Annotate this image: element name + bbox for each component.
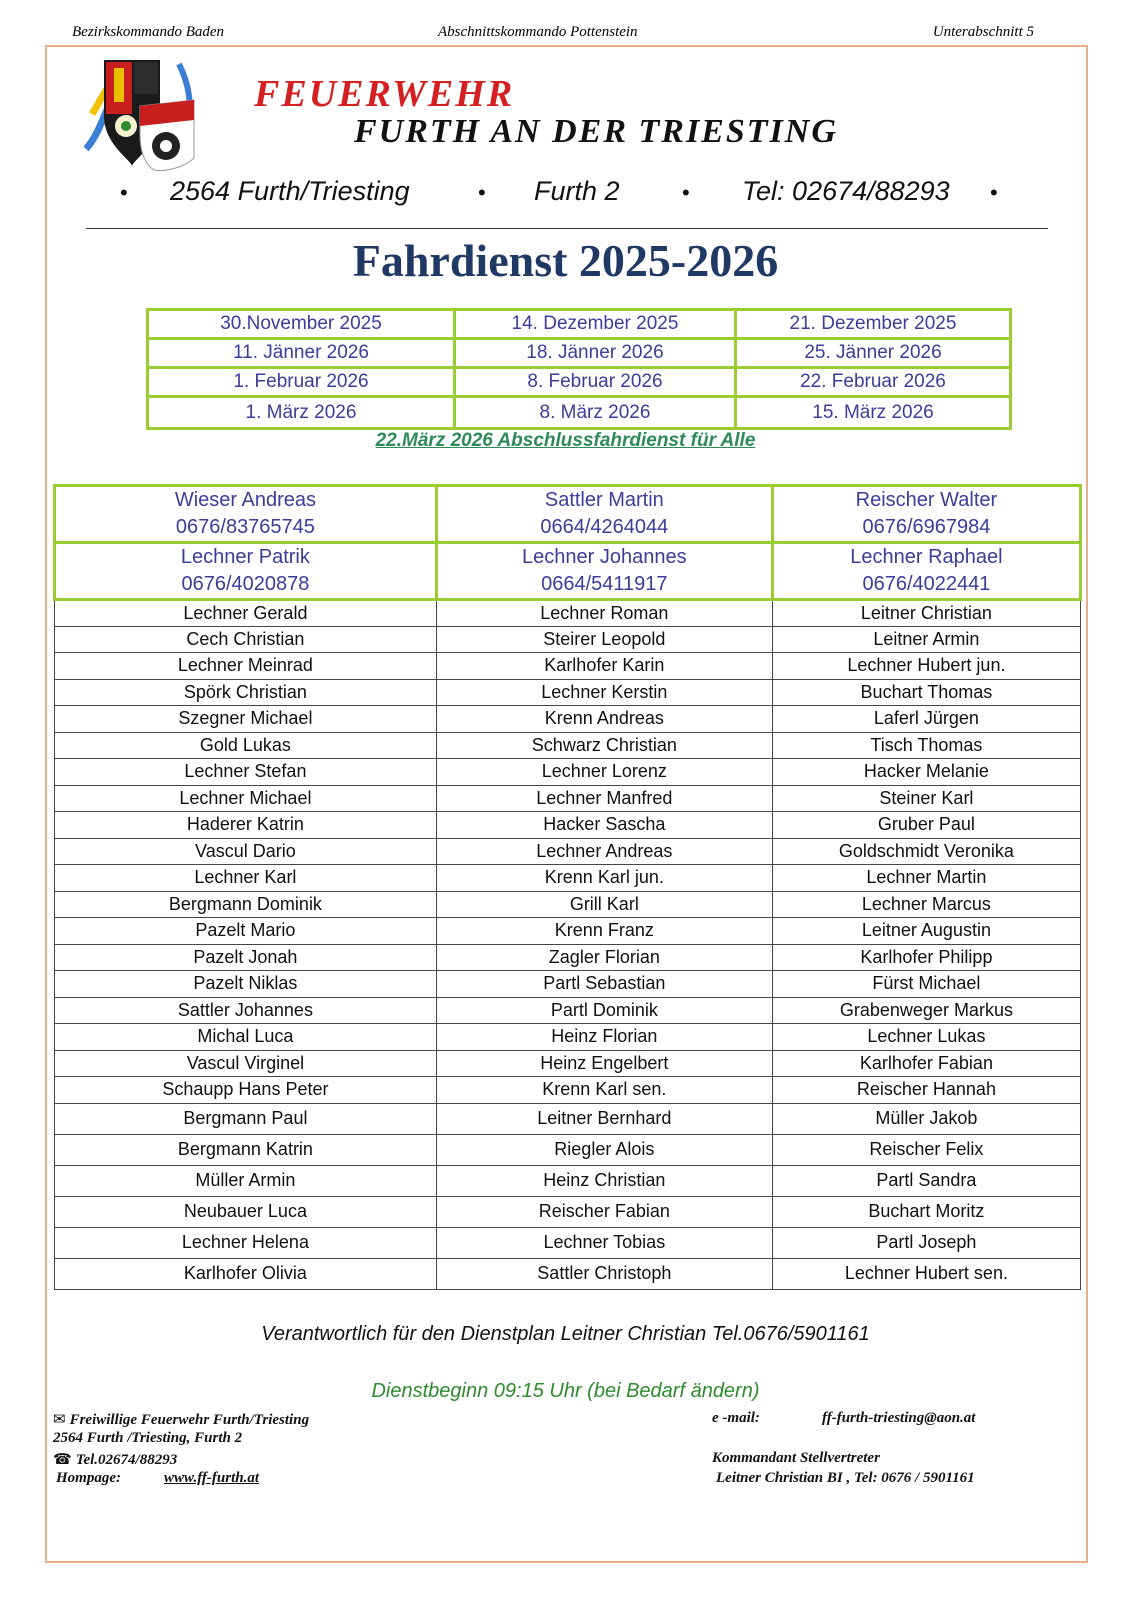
- member-cell: Lechner Helena: [55, 1227, 437, 1258]
- member-cell: Neubauer Luca: [55, 1196, 437, 1227]
- member-cell: Fürst Michael: [772, 971, 1080, 998]
- lead-name: Reischer Walter: [855, 489, 998, 511]
- address: 2564 Furth/Triesting: [170, 176, 410, 206]
- date-cell: 25. Jänner 2026: [735, 339, 1010, 368]
- member-cell: Bergmann Katrin: [55, 1134, 437, 1165]
- member-cell: Karlhofer Fabian: [772, 1050, 1080, 1077]
- fire-brigade-crest-icon: [84, 54, 200, 174]
- member-cell: Buchart Moritz: [772, 1196, 1080, 1227]
- member-cell: Michal Luca: [55, 1024, 437, 1051]
- lead-name: Wieser Andreas: [174, 489, 316, 511]
- member-cell: Schaupp Hans Peter: [55, 1077, 437, 1104]
- date-cell: 30.November 2025: [148, 310, 455, 339]
- email-link[interactable]: ff-furth-triesting@aon.at: [822, 1410, 976, 1426]
- date-cell: 1. März 2026: [148, 397, 455, 429]
- lead-cell: [772, 543, 1080, 600]
- member-cell: Müller Armin: [55, 1165, 437, 1196]
- responsible-note: Verantwortlich für den Dienstplan Leitner Christian Tel.0676/5901161: [261, 1323, 870, 1345]
- member-cell: Steiner Karl: [772, 785, 1080, 812]
- member-cell: Partl Sandra: [772, 1165, 1080, 1196]
- member-cell: Lechner Stefan: [55, 759, 437, 786]
- footer-contact: Leitner Christian BI , Tel: 0676 / 5901161: [716, 1470, 975, 1486]
- date-cell: 14. Dezember 2025: [454, 310, 735, 339]
- lead-row: [55, 486, 1081, 543]
- table-row: [55, 1024, 1081, 1051]
- member-cell: Lechner Kerstin: [436, 679, 772, 706]
- footer-address: 2564 Furth /Triesting, Furth 2: [53, 1430, 243, 1446]
- member-cell: Lechner Michael: [55, 785, 437, 812]
- lead-phone: 0676/4020878: [181, 573, 310, 595]
- lead-cell: [436, 543, 772, 600]
- member-cell: Spörk Christian: [55, 679, 437, 706]
- member-cell: Leitner Christian: [772, 600, 1080, 627]
- member-cell: Karlhofer Karin: [436, 653, 772, 680]
- member-cell: Laferl Jürgen: [772, 706, 1080, 733]
- date-cell: 18. Jänner 2026: [454, 339, 735, 368]
- lead-phone: 0676/4022441: [862, 573, 991, 595]
- member-cell: Pazelt Niklas: [55, 971, 437, 998]
- member-cell: Pazelt Jonah: [55, 944, 437, 971]
- member-cell: Grill Karl: [436, 891, 772, 918]
- table-row: [55, 944, 1081, 971]
- brand-title: FEUERWEHR: [254, 73, 515, 115]
- lead-name: Sattler Martin: [544, 489, 664, 511]
- member-cell: Lechner Hubert sen.: [772, 1258, 1080, 1289]
- footer-org: [53, 1410, 309, 1429]
- page-header: [72, 24, 1034, 44]
- lead-cell: [772, 486, 1080, 543]
- street: Furth 2: [534, 176, 620, 206]
- member-cell: Lechner Karl: [55, 865, 437, 892]
- member-cell: Buchart Thomas: [772, 679, 1080, 706]
- member-cell: Reischer Fabian: [436, 1196, 772, 1227]
- date-cell: 8. März 2026: [454, 397, 735, 429]
- member-cell: Lechner Andreas: [436, 838, 772, 865]
- member-cell: Goldschmidt Veronika: [772, 838, 1080, 865]
- member-cell: Partl Joseph: [772, 1227, 1080, 1258]
- member-cell: Lechner Roman: [436, 600, 772, 627]
- member-cell: Hacker Sascha: [436, 812, 772, 839]
- table-row: [55, 812, 1081, 839]
- member-cell: Lechner Lorenz: [436, 759, 772, 786]
- footer-phone: [53, 1450, 177, 1469]
- lead-name: Lechner Patrik: [180, 546, 310, 568]
- bullet-2: •: [478, 180, 486, 205]
- member-cell: Karlhofer Philipp: [772, 944, 1080, 971]
- date-cell: 1. Februar 2026: [148, 368, 455, 397]
- member-cell: Krenn Karl jun.: [436, 865, 772, 892]
- member-cell: Lechner Manfred: [436, 785, 772, 812]
- bullet-3: •: [682, 180, 690, 205]
- table-row: [55, 1134, 1081, 1165]
- table-row: [55, 679, 1081, 706]
- table-row: [55, 1196, 1081, 1227]
- member-cell: Grabenweger Markus: [772, 997, 1080, 1024]
- member-cell: Leitner Bernhard: [436, 1103, 772, 1134]
- table-row: [55, 653, 1081, 680]
- lead-phone: 0676/6967984: [862, 516, 991, 538]
- member-cell: Vascul Virginel: [55, 1050, 437, 1077]
- table-row: [55, 1077, 1081, 1104]
- member-cell: Gold Lukas: [55, 732, 437, 759]
- table-row: [55, 706, 1081, 733]
- lead-cell: [436, 486, 772, 543]
- member-cell: Sattler Johannes: [55, 997, 437, 1024]
- dates-table: [146, 308, 1012, 430]
- table-row: [55, 1050, 1081, 1077]
- member-cell: Lechner Martin: [772, 865, 1080, 892]
- phone-icon: ☎: [53, 1452, 72, 1468]
- member-cell: Lechner Hubert jun.: [772, 653, 1080, 680]
- contact-line: [0, 176, 1131, 212]
- lead-phone: 0664/5411917: [541, 573, 668, 595]
- date-cell: 8. Februar 2026: [454, 368, 735, 397]
- phone: Tel: 02674/88293: [742, 176, 950, 206]
- closing-date: 22.März 2026 Abschlussfahrdienst für Alle: [375, 430, 756, 451]
- member-cell: Reischer Felix: [772, 1134, 1080, 1165]
- member-cell: Zagler Florian: [436, 944, 772, 971]
- lead-cell: [55, 486, 437, 543]
- header-district: Bezirkskommando Baden: [72, 24, 225, 40]
- member-cell: Riegler Alois: [436, 1134, 772, 1165]
- dates-row: [148, 368, 1011, 397]
- member-cell: Schwarz Christian: [436, 732, 772, 759]
- member-cell: Karlhofer Olivia: [55, 1258, 437, 1289]
- member-cell: Haderer Katrin: [55, 812, 437, 839]
- member-cell: Heinz Christian: [436, 1165, 772, 1196]
- table-row: [55, 626, 1081, 653]
- lead-row: [55, 543, 1081, 600]
- bullet-4: •: [990, 180, 998, 205]
- member-cell: Szegner Michael: [55, 706, 437, 733]
- footer-email-label: e -mail:: [712, 1410, 760, 1426]
- dates-row: [148, 310, 1011, 339]
- date-cell: 21. Dezember 2025: [735, 310, 1010, 339]
- bullet-1: •: [120, 180, 128, 205]
- member-cell: Cech Christian: [55, 626, 437, 653]
- member-cell: Lechner Meinrad: [55, 653, 437, 680]
- member-cell: Steirer Leopold: [436, 626, 772, 653]
- member-cell: Bergmann Dominik: [55, 891, 437, 918]
- member-cell: Heinz Engelbert: [436, 1050, 772, 1077]
- member-cell: Partl Dominik: [436, 997, 772, 1024]
- table-row: [55, 785, 1081, 812]
- member-cell: Lechner Lukas: [772, 1024, 1080, 1051]
- member-cell: Krenn Karl sen.: [436, 1077, 772, 1104]
- member-cell: Krenn Andreas: [436, 706, 772, 733]
- member-cell: Leitner Augustin: [772, 918, 1080, 945]
- member-cell: Hacker Melanie: [772, 759, 1080, 786]
- header-section: Abschnittskommando Pottenstein: [438, 24, 638, 40]
- header-subsection: Unterabschnitt 5: [932, 24, 1034, 40]
- member-cell: Krenn Franz: [436, 918, 772, 945]
- member-cell: Vascul Dario: [55, 838, 437, 865]
- member-cell: Heinz Florian: [436, 1024, 772, 1051]
- brand-subtitle: FURTH AN DER TRIESTING: [354, 113, 838, 150]
- table-row: [55, 1103, 1081, 1134]
- member-cell: Müller Jakob: [772, 1103, 1080, 1134]
- footer-homepage-label: Hompage:: [56, 1470, 121, 1486]
- table-row: [55, 971, 1081, 998]
- envelope-icon: ✉: [53, 1412, 66, 1428]
- table-row: [55, 918, 1081, 945]
- lead-name: Lechner Raphael: [850, 546, 1003, 568]
- lead-phone: 0664/4264044: [540, 516, 669, 538]
- service-start: Dienstbeginn 09:15 Uhr (bei Bedarf ändern): [371, 1380, 760, 1402]
- member-cell: Tisch Thomas: [772, 732, 1080, 759]
- member-cell: Leitner Armin: [772, 626, 1080, 653]
- member-cell: Reischer Hannah: [772, 1077, 1080, 1104]
- page-title: Fahrdienst 2025-2026: [352, 235, 779, 286]
- table-row: [55, 1258, 1081, 1289]
- footer-role: Kommandant Stellvertreter: [712, 1450, 880, 1466]
- divider: [86, 228, 1048, 229]
- footer-org-name: Freiwillige Feuerwehr Furth/Triesting: [69, 1412, 310, 1428]
- member-cell: Sattler Christoph: [436, 1258, 772, 1289]
- table-row: [55, 1227, 1081, 1258]
- table-row: [55, 1165, 1081, 1196]
- member-cell: Partl Sebastian: [436, 971, 772, 998]
- lead-name: Lechner Johannes: [522, 546, 687, 568]
- dates-row: [148, 397, 1011, 429]
- table-row: [55, 891, 1081, 918]
- roster-table: [53, 484, 1082, 1290]
- member-cell: Pazelt Mario: [55, 918, 437, 945]
- table-row: [55, 997, 1081, 1024]
- lead-cell: [55, 543, 437, 600]
- date-cell: 22. Februar 2026: [735, 368, 1010, 397]
- table-row: [55, 600, 1081, 627]
- member-cell: Gruber Paul: [772, 812, 1080, 839]
- member-cell: Lechner Gerald: [55, 600, 437, 627]
- date-cell: 11. Jänner 2026: [148, 339, 455, 368]
- member-cell: Bergmann Paul: [55, 1103, 437, 1134]
- dates-row: [148, 339, 1011, 368]
- member-cell: Lechner Marcus: [772, 891, 1080, 918]
- table-row: [55, 732, 1081, 759]
- table-row: [55, 838, 1081, 865]
- member-cell: Lechner Tobias: [436, 1227, 772, 1258]
- table-row: [55, 865, 1081, 892]
- table-row: [55, 759, 1081, 786]
- lead-phone: 0676/83765745: [175, 516, 315, 538]
- footer-phone-number: Tel.02674/88293: [75, 1452, 178, 1468]
- date-cell: 15. März 2026: [735, 397, 1010, 429]
- homepage-link[interactable]: www.ff-furth.at: [164, 1470, 260, 1486]
